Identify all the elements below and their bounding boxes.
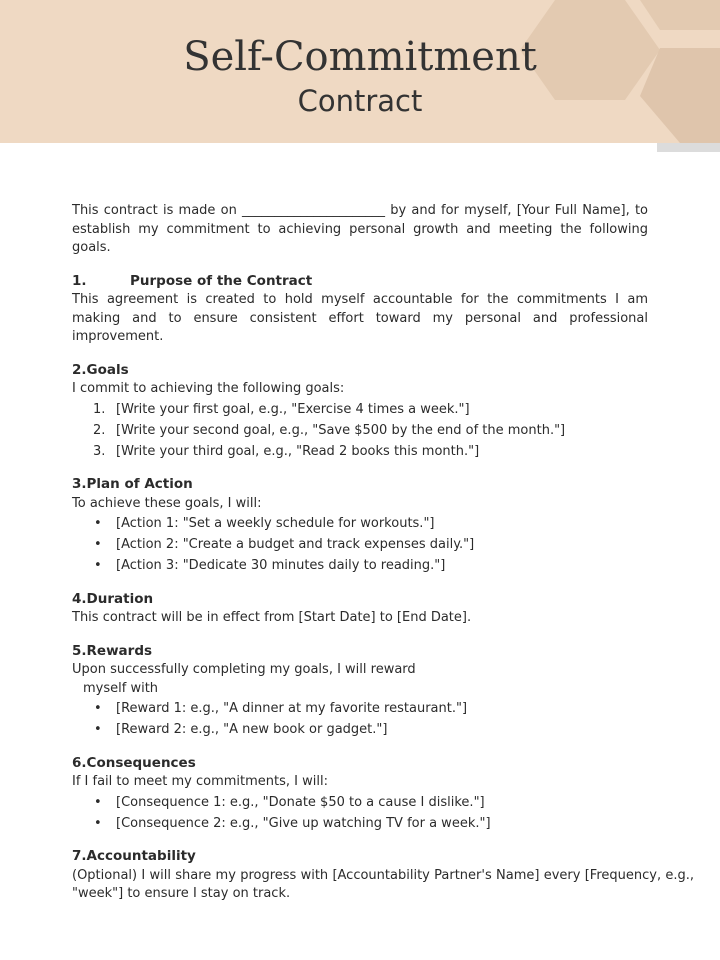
section-title: Consequences (86, 754, 196, 771)
section-title: Goals (86, 361, 129, 378)
section-heading-plan (72, 475, 648, 494)
rewards-text-line1: Upon successfully completing my goals, I will reward (72, 662, 416, 677)
bullet-icon: • (94, 794, 102, 810)
list-number: 3. (93, 443, 106, 459)
consequences-list (72, 794, 648, 834)
list-item: 3. [Write your third goal, e.g., "Read 2 books this month."] (72, 443, 648, 462)
list-item: • [Action 3: "Dedicate 30 minutes daily to reading."] (72, 557, 648, 576)
section-heading-goals (72, 361, 648, 380)
section-number: 3. (72, 476, 87, 492)
list-item: • [Reward 1: e.g., "A dinner at my favorite restaurant."] (72, 700, 648, 719)
accountability-text: (Optional) I will share my progress with [Accountability Partner's Name] every [Frequency, e.g., "week"] to ensure I stay on track. (72, 867, 694, 901)
bullet-icon: • (94, 815, 102, 831)
rewards-text-line2: myself with (83, 680, 159, 696)
rewards-list (72, 700, 648, 740)
header-shadow (657, 143, 720, 152)
goals-list (72, 401, 648, 462)
contract-body (72, 202, 694, 904)
list-item: 1. [Write your first goal, e.g., "Exercise 4 times a week."] (72, 401, 648, 420)
section-title: Duration (86, 590, 154, 607)
intro-paragraph: This contract is made on ______________________ by and for myself, [Your Full Name], to establish my commitment to achieving personal growth and meeting the following goals. (72, 203, 648, 255)
section-title: Accountability (86, 848, 196, 864)
list-item: • [Action 1: "Set a weekly schedule for workouts."] (72, 515, 648, 534)
section-heading-duration (72, 590, 648, 609)
section-number: 4. (72, 590, 87, 607)
plan-text: To achieve these goals, I will: (72, 495, 262, 511)
section-heading-accountability (72, 847, 648, 866)
actions-list (72, 515, 648, 576)
section-number: 7. (72, 848, 87, 864)
section-heading-rewards (72, 642, 648, 661)
list-item: • [Consequence 1: e.g., "Donate $50 to a cause I dislike."] (72, 794, 648, 813)
header-band (0, 0, 720, 143)
bullet-icon: • (94, 537, 102, 552)
document-title: Self-Commitment (183, 34, 537, 80)
bullet-icon: • (94, 516, 102, 531)
section-title: Plan of Action (86, 476, 193, 492)
section-title: Purpose of the Contract (130, 272, 313, 289)
purpose-text: This agreement is created to hold myself accountable for the commitments I am making and to ensure consistent effort toward my personal and professional improvement. (72, 292, 648, 344)
list-item: • [Consequence 2: e.g., "Give up watching TV for a week."] (72, 815, 648, 834)
section-heading-consequences (72, 754, 648, 773)
section-number: 1. (72, 272, 87, 289)
list-number: 1. (93, 401, 106, 417)
goals-text: I commit to achieving the following goals: (72, 381, 345, 396)
bullet-icon: • (94, 701, 102, 716)
duration-text: This contract will be in effect from [Start Date] to [End Date]. (72, 610, 472, 625)
consequences-text: If I fail to meet my commitments, I will: (72, 774, 328, 789)
document-subtitle: Contract (297, 84, 423, 118)
list-item: 2. [Write your second goal, e.g., "Save $500 by the end of the month."] (72, 422, 648, 441)
section-title: Rewards (86, 642, 153, 659)
section-number: 6. (72, 754, 87, 771)
list-item: • [Reward 2: e.g., "A new book or gadget."] (72, 721, 648, 740)
list-item: • [Action 2: "Create a budget and track expenses daily."] (72, 536, 648, 555)
section-number: 2. (72, 361, 87, 378)
bullet-icon: • (94, 558, 102, 573)
list-number: 2. (93, 422, 106, 438)
bullet-icon: • (94, 722, 102, 737)
section-heading-purpose (72, 272, 648, 291)
section-number: 5. (72, 642, 87, 659)
